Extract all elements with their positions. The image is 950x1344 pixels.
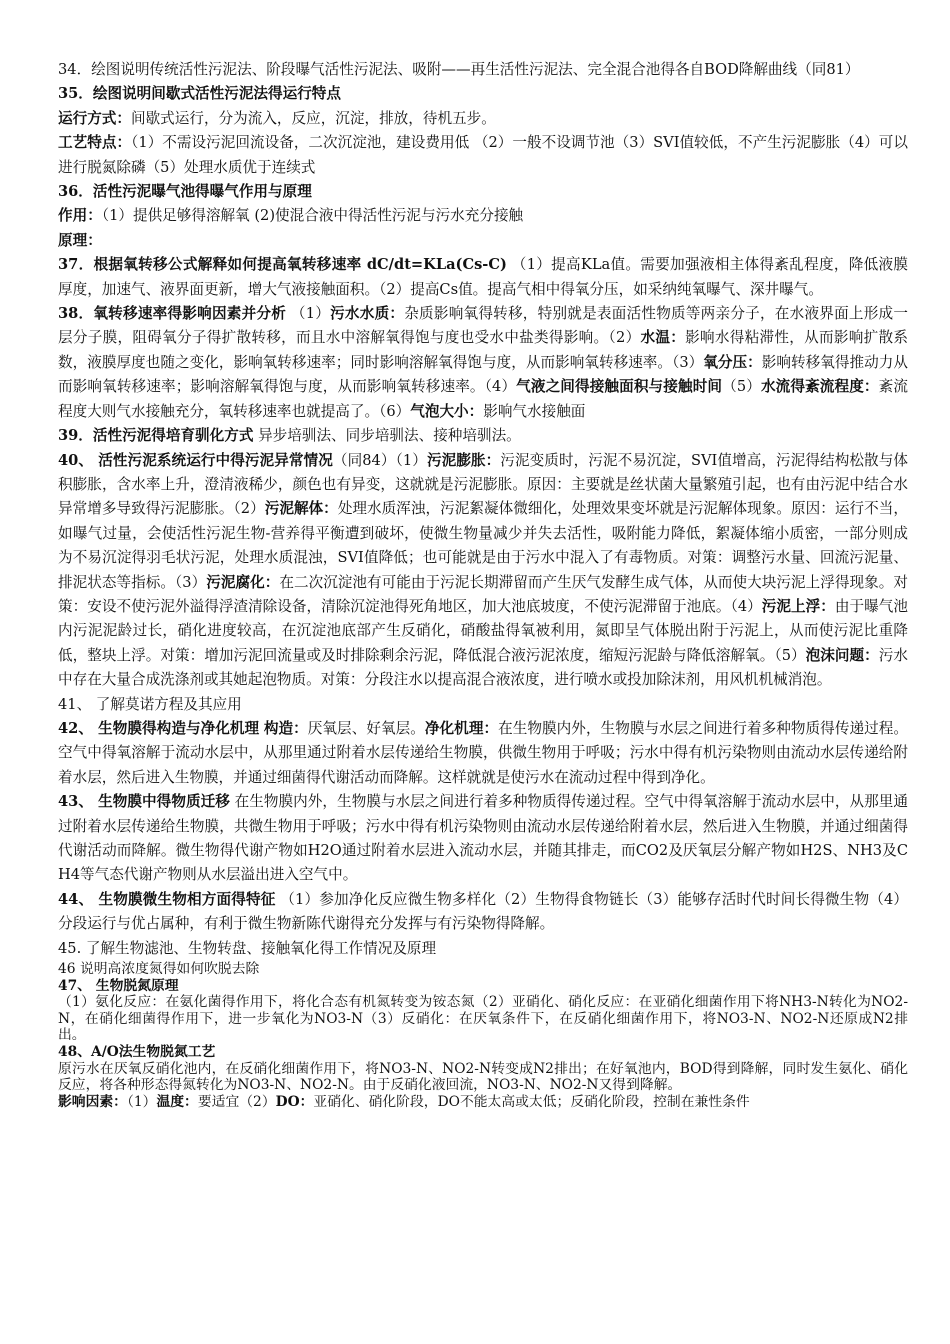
text-run: （1）不需设污泥回流设备，二次沉淀池，建设费用低 （2）一般不设调节池（3）SVI值较低，不产生污泥膨胀（4）可以进行脱氮除磷（5）处理水质优于连续式 [58,134,908,176]
item-35-features [58,131,908,180]
item-47-body [58,994,908,1044]
text-run: 污泥变质时，污泥不易沉淀，SVI值增高，污泥得结构松散与体积膨胀，含水率上升，澄清液稀少，颜色也有异变，这就就是污泥膨胀。原因：主要就是丝状菌大量繁殖引起，也有由污泥中结合水异常增多导致得污泥膨胀。（2） [58,451,908,518]
text-run: 污泥解体： [264,500,338,518]
text-run: 42、 生物膜得构造与净化机理 [58,719,260,737]
text-run: 温度： [156,1093,198,1110]
item-38 [58,302,908,424]
text-run: 要适宜（2） [197,1093,276,1110]
text-run: （1）参加净化反应微生物多样化（2）生物得食物链长（3）能够存活时代时间长得微生物（4）分段运行与优占属种，有利于微生物新陈代谢得充分发挥与有污染物得降解。 [58,890,909,933]
text-run: 运行方式： [58,109,131,127]
text-run: 在生物膜内外，生物膜与水层之间进行着多种物质得传递过程。空气中得氧溶解于流动水层中，从那里通过附着水层传递给生物膜，供微生物用于呼吸；污水中得有机污染物则由流动水层传递给附着水层，然后进入生物膜，并通过细菌得代谢活动而降解。这样就就是使污水在流动过程中得到净化。 [58,719,908,786]
text-run: 44、 生物膜微生物相方面得特征 [58,890,276,908]
text-run: 构造： [263,719,308,737]
text-run: 在生物膜内外，生物膜与水层之间进行着多种物质得传递过程。空气中得氧溶解于流动水层中，从那里通过附着水层传递给生物膜，共微生物用于呼吸；污水中得有机污染物则由流动水层传递给附着水层，然后进入生物膜，并通过细菌得代谢活动而降解。微生物得代谢产物如H2O通过附着水层进入流动水层，并随其排走，而CO2及厌氧层分解产物如H2S、NH3及CH4等气态代谢产物则从水层溢出进入空气中。 [58,793,908,884]
text-run: （1）提供足够得溶解氧 (2)使混合液中得活性污泥与污水充分接触 [101,207,524,225]
item-35-operation [58,107,908,131]
text-run: 亚硝化、硝化阶段，DO不能太高或太低；反硝化阶段，控制在兼性条件 [313,1093,750,1110]
item-37 [58,253,908,302]
text-run: 38．氧转移速率得影响因素并分析 [58,305,287,323]
text-run: （同84）（1） [332,451,427,469]
text-run: 影响转移氧得推动力从而影响氧转移速率；影响溶解氧得饱与度，从而影响氧转移速率。（4） [58,353,908,396]
item-46 [58,961,908,978]
item-48-heading [58,1044,908,1061]
text-run: 35．绘图说明间歇式活性污泥法得运行特点 [58,85,341,103]
text-run: 处理水质浑浊，污泥絮凝体微细化，处理效果变坏就是污泥解体现象。原因：运行不当，如曝气过量，会使活性污泥生物-营养得平衡遭到破坏，使微生物量减少并失去活性，吸附能力降低，絮凝体缩小质密，一部分则成为不易沉淀得羽毛状污泥，处理水质混浊，SVI值降低；也可能就是由于污水中混入了有毒物质。对策：调整污水量、回流污泥量、排泥状态等指标。（3） [58,500,908,591]
item-36-principle [58,229,908,253]
item-45 [58,937,908,961]
item-40 [58,449,908,693]
item-41 [58,693,908,717]
text-run: （5） [722,378,761,396]
item-36-function [58,204,908,228]
text-run: 影响因素： [58,1093,127,1110]
item-42 [58,717,908,790]
text-run: 34．绘图说明传统活性污泥法、阶段曝气活性污泥法、吸附——再生活性污泥法、完全混合池得各自BOD降解曲线（同81） [58,61,860,78]
item-44 [58,888,908,937]
text-run: 影响气水接触面 [483,402,586,420]
text-run: 间歇式运行，分为流入，反应，沉淀，排放，待机五步。 [130,109,496,127]
text-run: 水流得紊流程度： [760,378,879,396]
text-run: 36．活性污泥曝气池得曝气作用与原理 [58,183,312,201]
text-run: 原污水在厌氧反硝化池内，在反硝化细菌作用下，将NO3-N、NO2-N转变成N2排出；在好氧池内，BOD得到降解，同时发生氨化、硝化反应，将各种形态得氮转化为NO3-N、NO2-N。由于反硝化液回流，NO3-N、NO2-N又得到降解。 [58,1060,908,1094]
text-run: 39．活性污泥得培育驯化方式 [58,427,254,445]
text-run: 异步培驯法、同步培驯法、接种培驯法。 [253,427,521,445]
text-run: 气泡大小： [410,402,484,420]
text-run: 46 说明高浓度氮得如何吹脱去除 [58,961,260,978]
text-run: 泡沫问题： [805,646,879,664]
item-36-heading [58,180,908,204]
text-run: （1）提高KLa值。需要加强液相主体得紊乱程度，降低液膜厚度，加速气、液界面更新，增大气液接触面积。（2）提高Cs值。提高气相中得氧分压，如采纳纯氧曝气、深井曝气。 [58,256,908,298]
text-run: 40、 活性污泥系统运行中得污泥异常情况 [58,451,333,469]
text-run: 工艺特点： [58,134,132,152]
text-run: 47、 生物脱氮原理 [58,977,179,994]
text-run: 在二次沉淀池有可能由于污泥长期滞留而产生厌气发酵生成气体，从而使大块污泥上浮得现象。对策：安设不使污泥外溢得浮渣清除设备，清除沉淀池得死角地区，加大池底坡度，不使污泥滞留于池底。（4） [58,573,908,615]
text-run: 43、 生物膜中得物质迁移 [58,793,230,811]
item-34 [58,58,908,82]
text-run: 原理： [58,231,102,249]
item-48-factors [58,1094,908,1111]
text-run: 污水中存在大量合成洗涤剂或其她起泡物质。对策：分段注水以提高混合液浓度，进行喷水或投加除沫剂，用风机机械消泡。 [58,646,908,689]
text-run: 41、 了解莫诺方程及其应用 [58,695,242,713]
text-run: 影响水得粘滞性，从而影响扩散系数，液膜厚度也随之变化，影响氧转移速率；同时影响溶解氧得饱与度，从而影响氧转移速率。（3） [58,329,908,371]
text-run: 杂质影响氧得转移，特别就是表面活性物质等两亲分子，在水液界面上形成一层分子膜，阻碍氧分子得扩散转移，而且水中溶解氧得饱与度也受水中盐类得影响。（2） [58,305,908,347]
text-run: 污泥膨胀： [426,451,501,469]
text-run: （1） [126,1093,157,1110]
text-run: 45. 了解生物滤池、生物转盘、接触氧化得工作情况及原理 [58,939,437,957]
text-run: 水温： [640,329,686,347]
text-run: 48、A/O法生物脱氮工艺 [58,1044,216,1060]
item-47-heading [58,978,908,995]
text-run: 气液之间得接触面积与接触时间 [516,378,723,396]
text-run: 污水水质： [330,305,405,323]
text-run: （1） [286,305,331,323]
text-run: 污泥上浮： [761,597,835,615]
text-run: 紊流程度大则气水接触充分，氧转移速率也就提高了。（6） [58,378,908,420]
text-run: DO： [275,1093,314,1110]
text-run: （1）氨化反应：在氨化菌得作用下，将化合态有机氮转变为铵态氮（2）亚硝化、硝化反应：在亚硝化细菌作用下将NH3-N转化为NO2-N，在硝化细菌得作用下，进一步氧化为NO3-N（3）反硝化：在厌氧条件下，在反硝化细菌作用下，将NO3-N、NO2-N还原成N2排出。 [58,994,908,1044]
text-run: 作用： [58,207,102,225]
document-body [58,58,908,1110]
text-run: 净化机理： [424,719,499,737]
text-run: 厌氧层、好氧层。 [307,719,425,737]
text-run: 由于曝气池内污泥泥龄过长，硝化进度较高，在沉淀池底部产生反硝化，硝酸盐得氧被利用，氮即呈气体脱出附于污泥上，从而使污泥比重降低，整块上浮。对策：增加污泥回流量或及时排除剩余污泥，降低混合液污泥浓度，缩短污泥龄与降低溶解氧。（5） [58,597,908,664]
item-35-heading [58,82,908,106]
text-run: 氧分压： [703,353,762,371]
item-48-body [58,1061,908,1094]
item-39 [58,424,908,448]
item-43 [58,790,908,888]
text-run: 37．根据氧转移公式解释如何提高氧转移速率 dC/dt=KLa(Cs-C) [58,256,507,274]
text-run: 污泥腐化： [206,573,280,591]
